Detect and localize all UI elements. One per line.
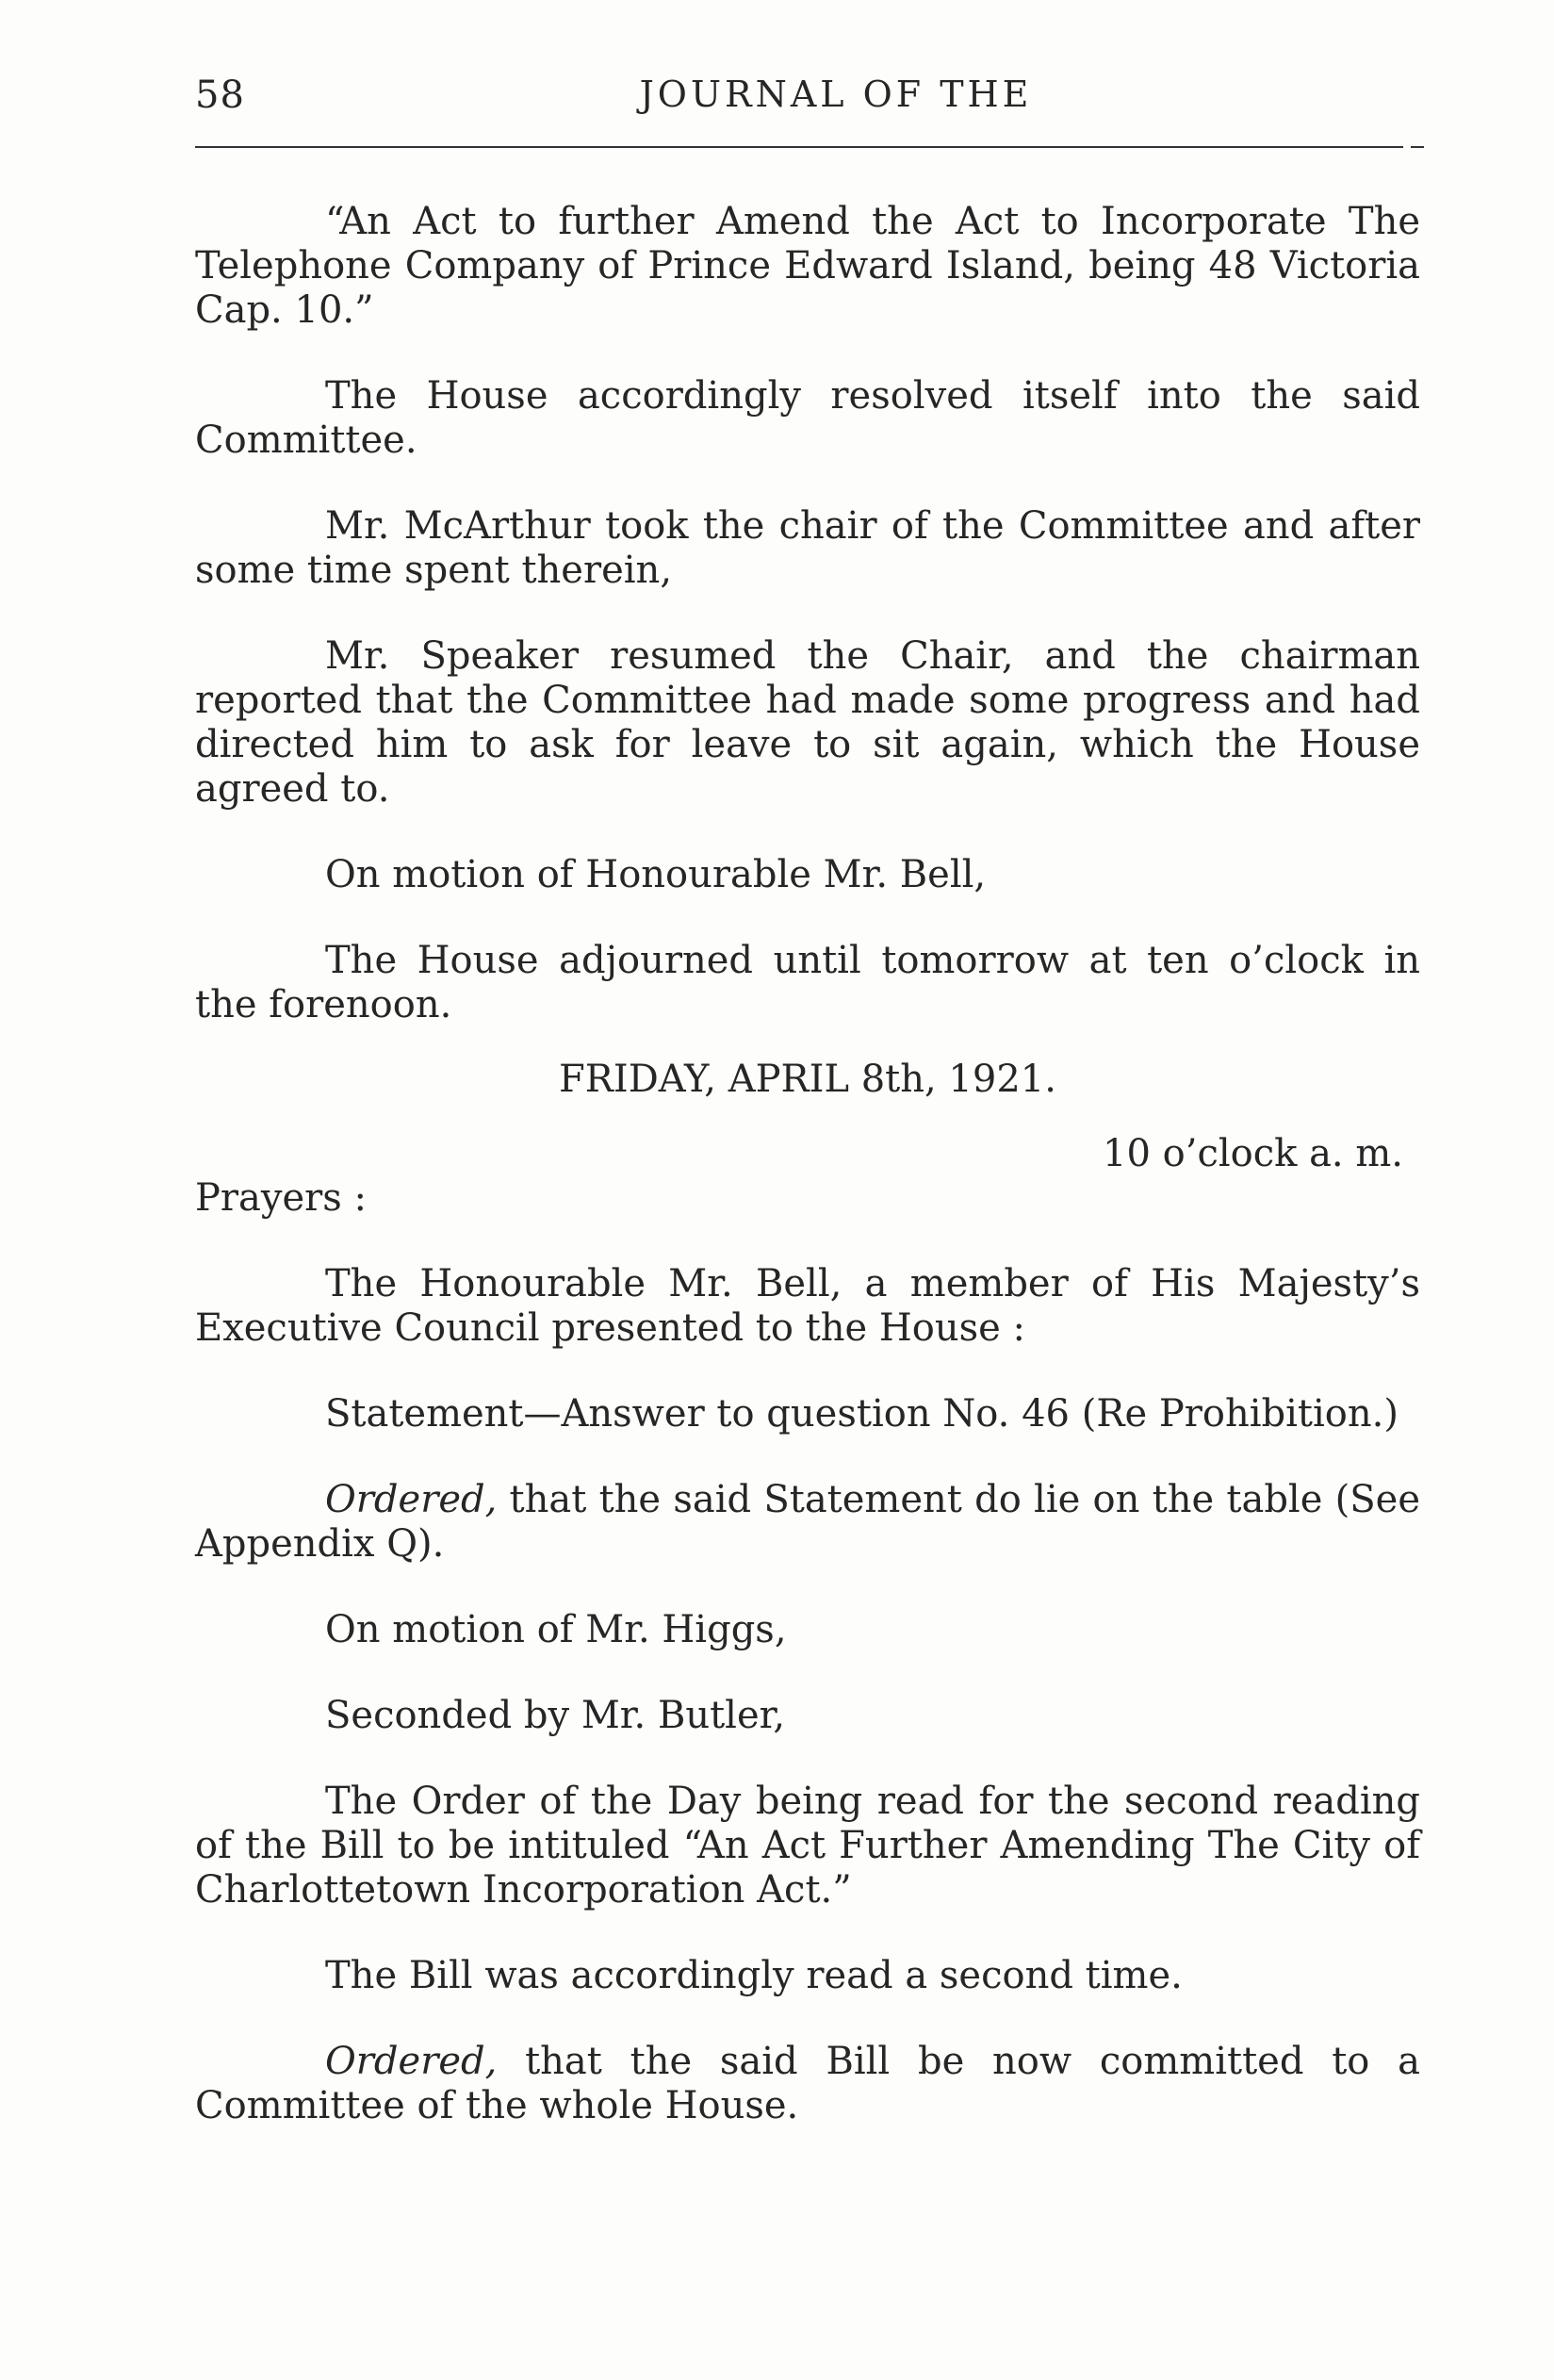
header-rule-dash — [1411, 146, 1424, 148]
page-number: 58 — [195, 74, 245, 117]
ordered-word: Ordered, — [325, 1478, 498, 1521]
prayers-label: Prayers : — [195, 1176, 367, 1220]
sitting-time: 10 o’clock a. m. — [1103, 1132, 1403, 1175]
paragraph: The Bill was accordingly read a second time. — [325, 1954, 1183, 1997]
paragraph: The House accordingly resolved itself into the said Committee. — [195, 374, 1420, 462]
paragraph: Statement—Answer to question No. 46 (Re Prohibition.) — [325, 1392, 1399, 1436]
ordered-text: that the said Statement do lie on the table (See Appendix Q). — [195, 1478, 1420, 1566]
paragraph: “An Act to further Amend the Act to Incorporate The Telephone Company of Prince Edward Island, being 48 Victoria Cap. 10.” — [195, 200, 1420, 332]
paragraph: On motion of Mr. Higgs, — [325, 1608, 787, 1651]
ordered-text: that the said Bill be now committed to a Committee of the whole House. — [195, 2040, 1420, 2127]
ordered-word: Ordered, — [325, 2040, 498, 2083]
date-heading: FRIDAY, APRIL 8th, 1921. — [559, 1058, 1056, 1101]
paragraph: The Order of the Day being read for the second reading of the Bill to be intituled “An Act Further Amending The City of Charlottetown Incorporation Act.” — [195, 1780, 1420, 1912]
paragraph: The House adjourned until tomorrow at ten o’clock in the forenoon. — [195, 939, 1420, 1026]
ordered-paragraph — [195, 2040, 1420, 2128]
running-title: JOURNAL OF THE — [639, 74, 1033, 115]
paragraph: Seconded by Mr. Butler, — [325, 1694, 786, 1737]
page-header — [195, 74, 1420, 130]
ordered-paragraph — [195, 1478, 1420, 1567]
paragraph: The Honourable Mr. Bell, a member of His Majesty’s Executive Council presented to the House : — [195, 1262, 1420, 1350]
header-rule — [195, 146, 1403, 148]
paragraph: On motion of Honourable Mr. Bell, — [325, 853, 987, 896]
journal-text — [195, 200, 1420, 2128]
paragraph: Mr. McArthur took the chair of the Committee and after some time spent therein, — [195, 504, 1420, 592]
paragraph: Mr. Speaker resumed the Chair, and the chairman reported that the Committee had made some progress and had directed him to ask for leave to sit again, which the House agreed to. — [195, 634, 1420, 811]
